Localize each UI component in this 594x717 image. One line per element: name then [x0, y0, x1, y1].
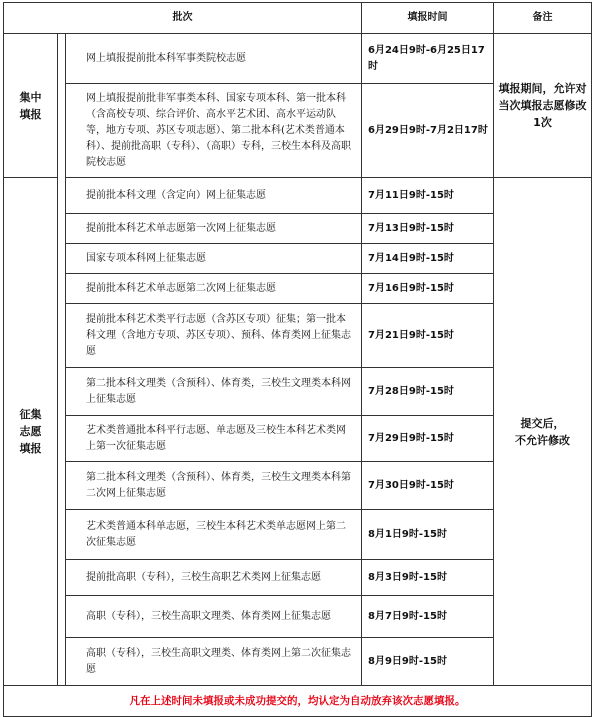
- table-row: [4, 178, 592, 214]
- batch-cell: 网上填报提前批本科军事类院校志愿: [66, 34, 362, 84]
- note-centralized: 填报期间，允许对当次填报志愿修改1次: [494, 34, 592, 178]
- note-label: 提交后， 不允许修改: [515, 416, 570, 447]
- time-cell: 7月28日9时-15时: [362, 368, 494, 416]
- time-cell: 6月24日9时-6月25日17时: [362, 34, 494, 84]
- schedule-table: [3, 2, 592, 717]
- time-cell: 7月14日9时-15时: [362, 244, 494, 274]
- batch-cell: 国家专项本科网上征集志愿: [66, 244, 362, 274]
- batch-cell: 艺术类普通批本科平行志愿、单志愿及三校生本科艺术类网上第一次征集志愿: [66, 416, 362, 462]
- batch-cell: 高职（专科），三校生高职文理类、体育类网上征集志愿: [66, 596, 362, 638]
- batch-cell: 高职（专科），三校生高职文理类、体育类网上第二次征集志愿: [66, 638, 362, 686]
- time-cell: 8月7日9时-15时: [362, 596, 494, 638]
- batch-cell: 网上填报提前批非军事类本科、国家专项本科、第一批本科（含高校专项、综合评价、高水平艺术团、高水平运动队等，地方专项、苏区专项志愿）、第二批本科(艺术类普通本科）、提前批高职（专科）、（高职）专科，三校生本科及高职院校志愿: [66, 84, 362, 178]
- time-cell: 7月21日9时-15时: [362, 304, 494, 368]
- time-cell: 8月9日9时-15时: [362, 638, 494, 686]
- batch-cell: 第二批本科文理类（含预科）、体育类，三校生文理类本科第二次网上征集志愿: [66, 462, 362, 510]
- footer-notice: 凡在上述时间未填报或未成功提交的，均认定为自动放弃该次志愿填报。: [4, 686, 592, 717]
- time-cell: 7月13日9时-15时: [362, 214, 494, 244]
- header-row: [4, 3, 592, 34]
- header-note: 备注: [494, 3, 592, 34]
- batch-cell: 提前批高职（专科），三校生高职艺术类网上征集志愿: [66, 560, 362, 596]
- time-cell: 6月29日9时-7月2日17时: [362, 84, 494, 178]
- category-label: 集中 填报: [19, 90, 42, 121]
- batch-cell: 艺术类普通本科单志愿，三校生本科艺术类单志愿网上第二次征集志愿: [66, 510, 362, 560]
- header-batch: 批次: [4, 3, 362, 34]
- time-cell: 8月1日9时-15时: [362, 510, 494, 560]
- time-cell: 7月30日9时-15时: [362, 462, 494, 510]
- footer-row: [4, 686, 592, 717]
- note-supplementary: [494, 178, 592, 686]
- time-cell: 7月29日9时-15时: [362, 416, 494, 462]
- batch-cell: 第二批本科文理类（含预科）、体育类，三校生文理类本科网上征集志愿: [66, 368, 362, 416]
- category-centralized: [4, 34, 58, 178]
- time-cell: 7月16日9时-15时: [362, 274, 494, 304]
- header-time: 填报时间: [362, 3, 494, 34]
- table-row: [4, 34, 592, 84]
- batch-cell: 提前批本科文理（含定向）网上征集志愿: [66, 178, 362, 214]
- batch-cell: 提前批本科艺术单志愿第一次网上征集志愿: [66, 214, 362, 244]
- time-cell: 7月11日9时-15时: [362, 178, 494, 214]
- category-label: 征集 志愿 填报: [19, 408, 42, 455]
- time-cell: 8月3日9时-15时: [362, 560, 494, 596]
- batch-cell: 提前批本科艺术类平行志愿（含苏区专项）征集；第一批本科文理（含地方专项、苏区专项）、预科、体育类网上征集志愿: [66, 304, 362, 368]
- category-supplementary: [4, 178, 58, 686]
- batch-cell: 提前批本科艺术单志愿第二次网上征集志愿: [66, 274, 362, 304]
- indent-spacer: [58, 34, 66, 686]
